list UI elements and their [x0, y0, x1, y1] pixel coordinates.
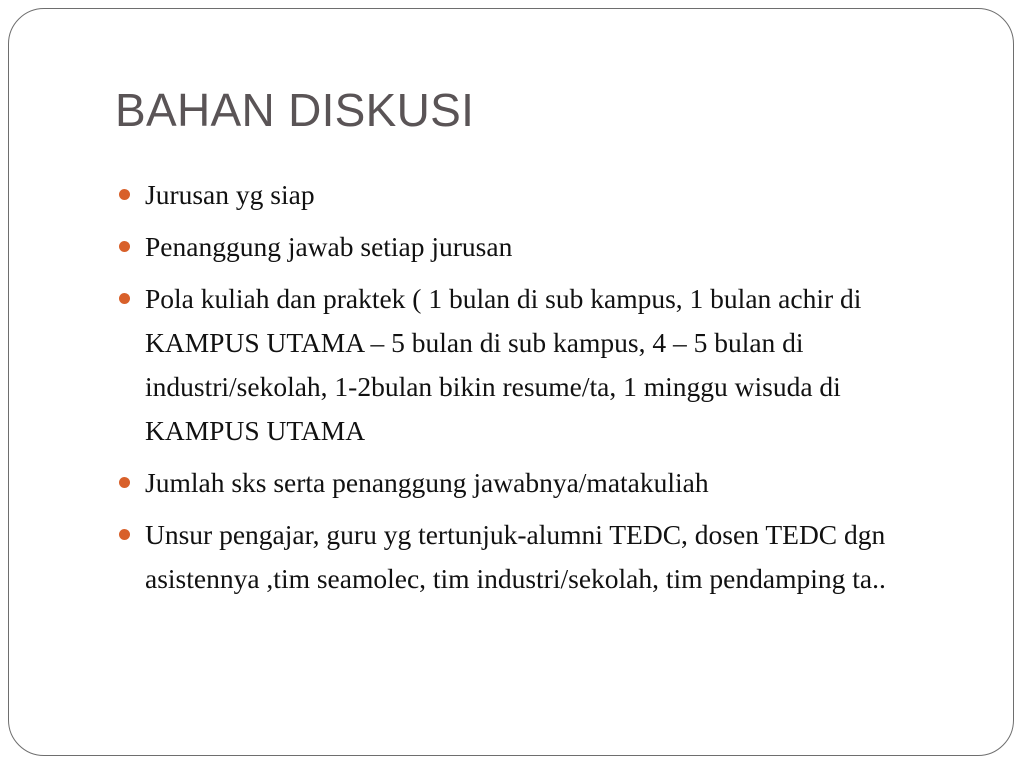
- bullet-dot-icon: [119, 293, 130, 304]
- bullet-dot-icon: [119, 189, 130, 200]
- slide-frame: [8, 8, 1014, 756]
- bullet-text: Pola kuliah dan praktek ( 1 bulan di sub kampus, 1 bulan achir di KAMPUS UTAMA – 5 bulan di sub kampus, 4 – 5 bulan di industri/sekolah, 1-2bulan bikin resume/ta, 1 minggu wisuda di KAMPUS UTAMA: [145, 283, 862, 446]
- bullet-list: [117, 173, 947, 609]
- bullet-dot-icon: [119, 241, 130, 252]
- slide-title: BAHAN DISKUSI: [115, 84, 475, 136]
- bullet-text: Jumlah sks serta penanggung jawabnya/matakuliah: [145, 467, 709, 498]
- bullet-dot-icon: [119, 529, 130, 540]
- bullet-item: [117, 513, 947, 601]
- bullet-text: Penanggung jawab setiap jurusan: [145, 231, 513, 262]
- bullet-item: [117, 225, 947, 269]
- bullet-item: [117, 277, 947, 453]
- bullet-item: [117, 461, 947, 505]
- bullet-item: [117, 173, 947, 217]
- bullet-text: Jurusan yg siap: [145, 179, 315, 210]
- bullet-dot-icon: [119, 477, 130, 488]
- bullet-text: Unsur pengajar, guru yg tertunjuk-alumni TEDC, dosen TEDC dgn asistennya ,tim seamolec, tim industri/sekolah, tim pendamping ta..: [145, 519, 886, 594]
